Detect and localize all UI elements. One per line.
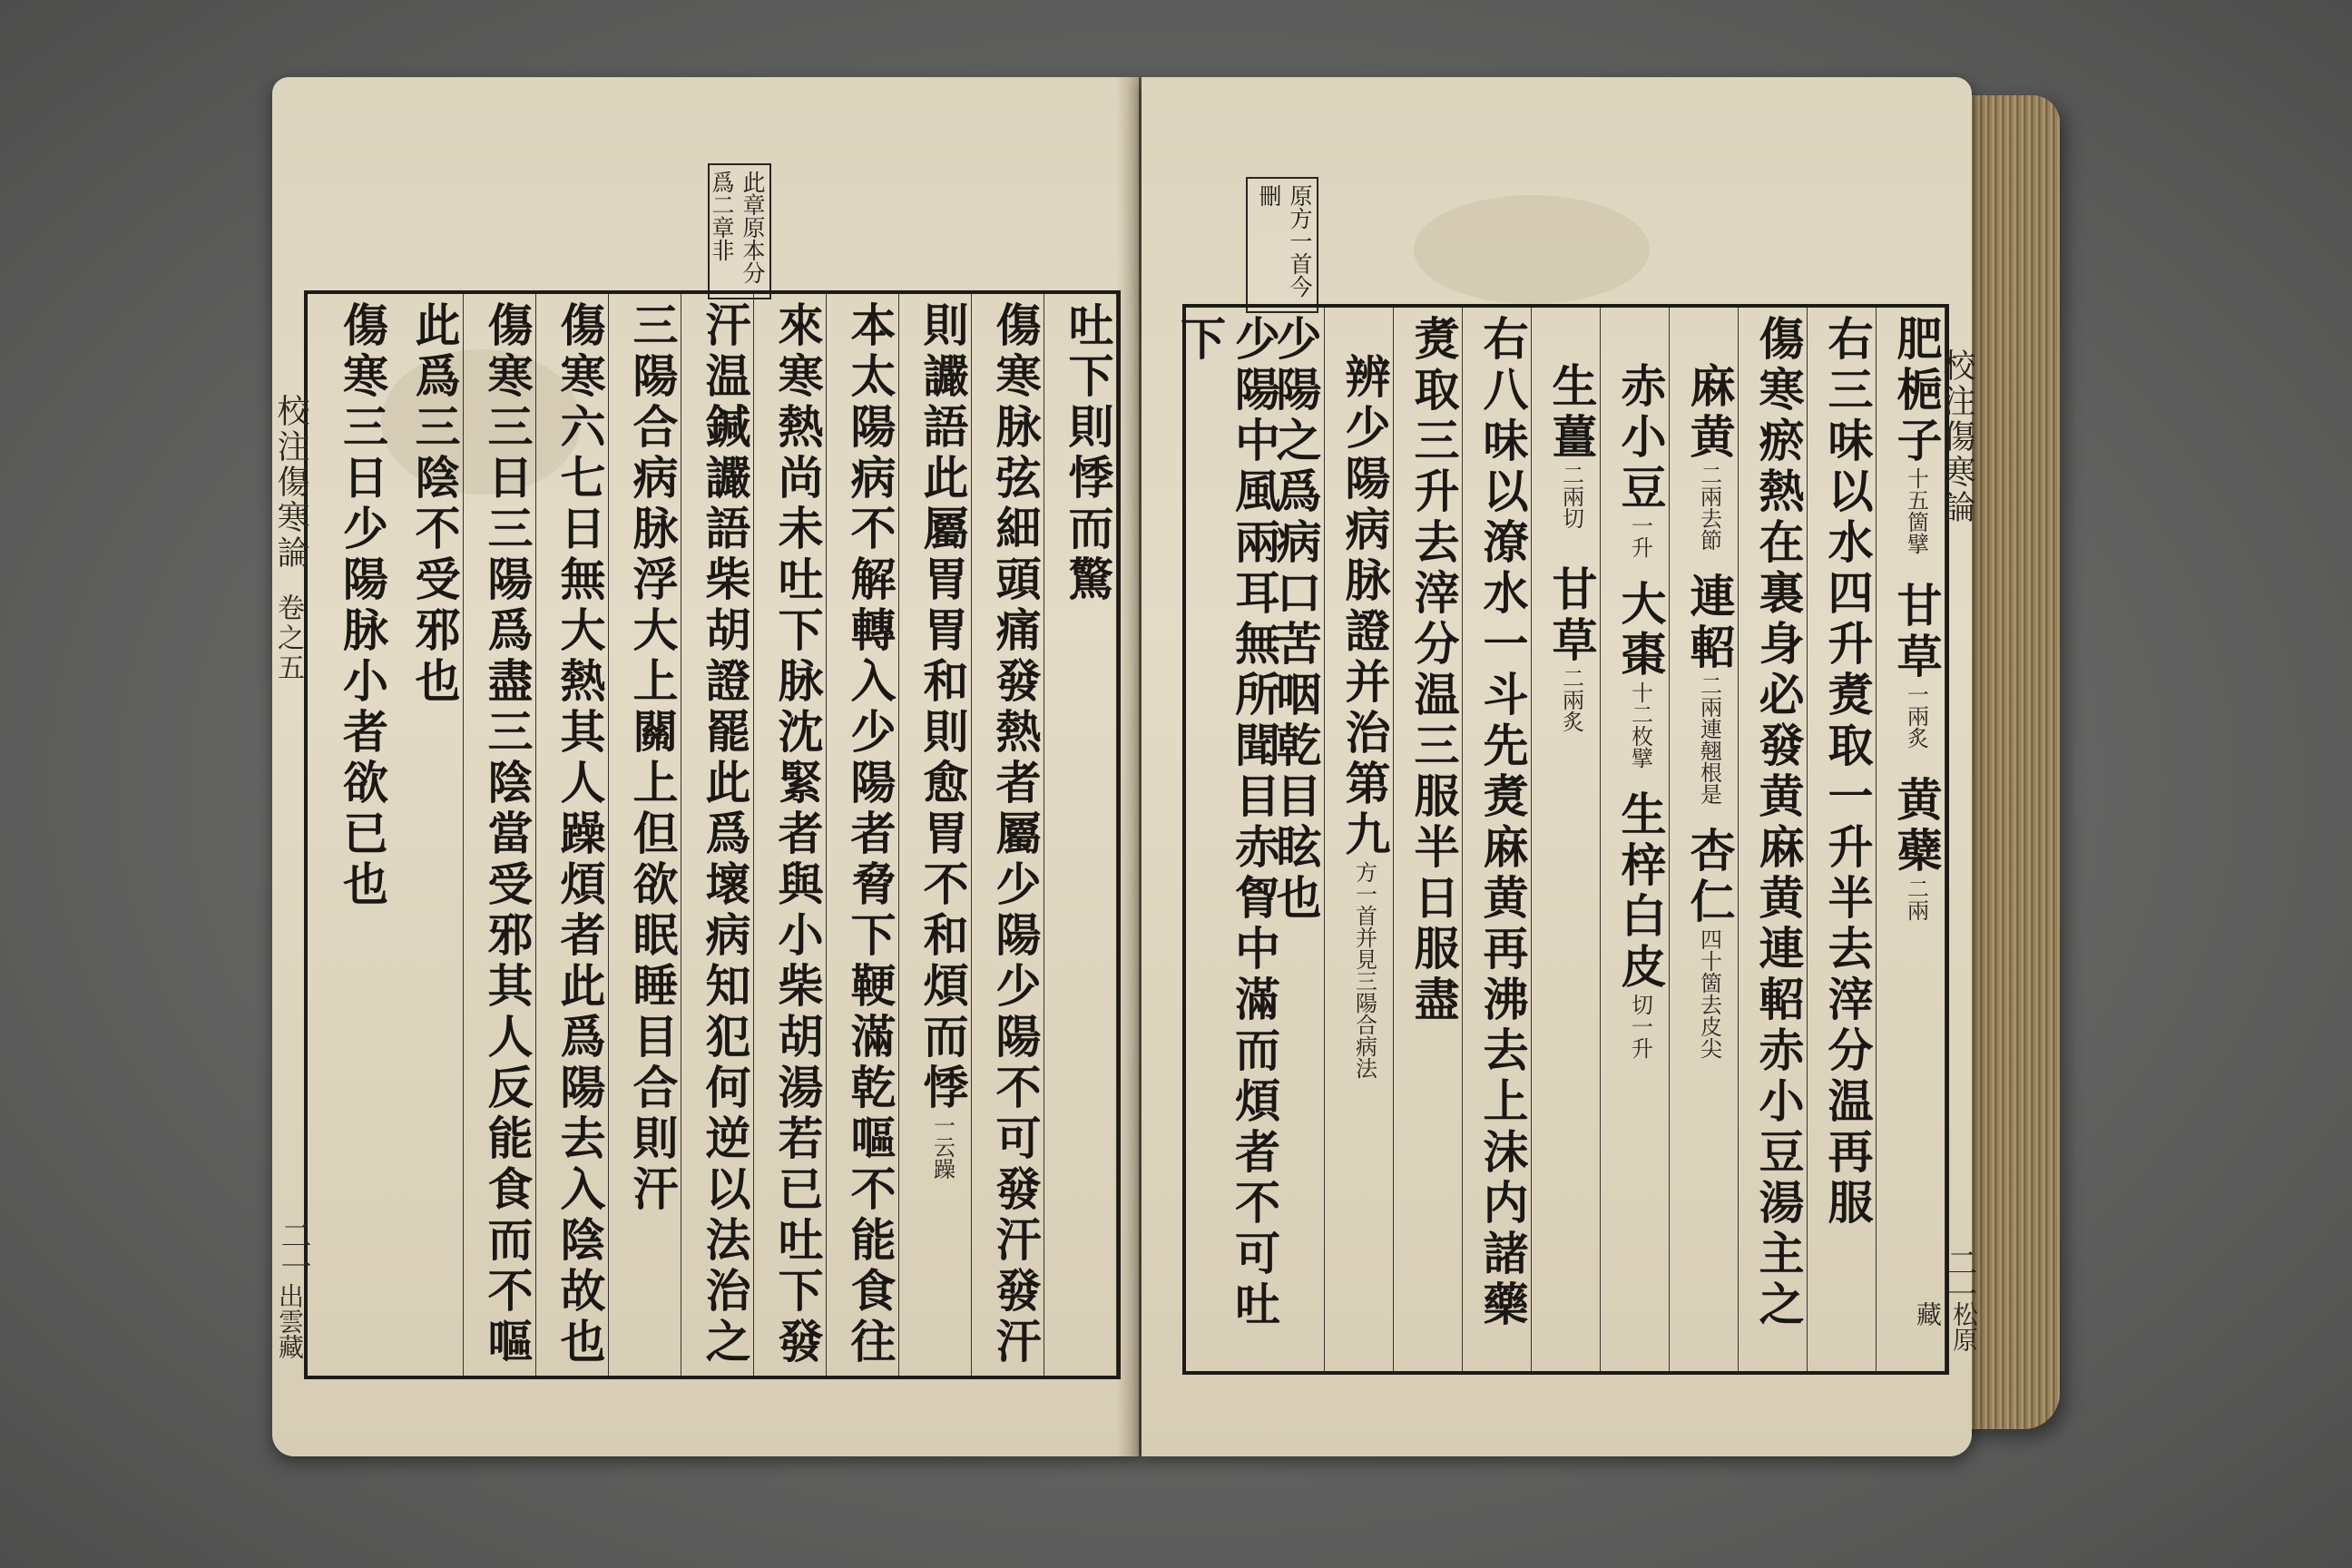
right-column-10-text: 少陽之爲病口苦咽乾目眩也 xyxy=(1269,315,1323,925)
right-margin-note xyxy=(1246,177,1318,313)
left-margin-note-line-2: 爲二章非 xyxy=(709,171,735,261)
right-column-9-note: 方一首并見三陽合病法 xyxy=(1351,861,1377,1079)
left-column-9-text: 傷寒三日三陽爲盡三陰當受邪其人反能食而不嘔 xyxy=(480,301,534,1368)
right-column-4-text-a: 麻黄 xyxy=(1682,362,1737,464)
left-column-8 xyxy=(551,294,609,1376)
right-column-3-text: 傷寒瘀熱在裏身必發黄麻黄連軺赤小豆湯主之 xyxy=(1751,315,1806,1331)
right-margin-note-line-1: 原方一首今 xyxy=(1287,184,1313,298)
right-column-1-note-c: 二兩 xyxy=(1903,877,1929,921)
left-column-4 xyxy=(841,294,899,1376)
right-column-11 xyxy=(1173,308,1281,1371)
paper-stain xyxy=(1414,195,1650,304)
right-column-1-text-c: 黄蘗 xyxy=(1889,776,1944,877)
right-column-4-note-b: 二兩連翹根是 xyxy=(1696,674,1722,805)
left-margin-note xyxy=(708,163,771,299)
right-column-6-text-a: 生薑 xyxy=(1544,362,1599,464)
left-column-11 xyxy=(333,294,391,1376)
right-side-title: 校注傷寒論 xyxy=(1938,348,1975,525)
left-column-5 xyxy=(769,294,827,1376)
left-column-10-text: 此爲三陰不受邪也 xyxy=(407,301,462,708)
right-column-8-text: 煑取三升去滓分温三服半日服盡 xyxy=(1406,315,1461,1026)
right-column-2 xyxy=(1818,308,1877,1371)
right-column-3 xyxy=(1749,308,1808,1371)
left-column-7-text: 三陽合病脉浮大上關上但欲眠睡目合則汗 xyxy=(625,301,680,1216)
right-column-7-text: 右八味以潦水一斗先煑麻黄再沸去上沫内諸藥 xyxy=(1475,315,1530,1331)
right-page xyxy=(1142,77,1979,1456)
left-column-11-text: 傷寒三日少陽脉小者欲已也 xyxy=(336,301,389,911)
right-column-9-text: 辨少陽病脉證并治第九 xyxy=(1338,353,1392,861)
left-column-2 xyxy=(986,294,1044,1376)
right-column-6-text-b: 甘草 xyxy=(1544,565,1599,667)
right-column-4-text-c: 杏仁 xyxy=(1682,827,1737,928)
right-column-5-text-c: 生梓白皮 xyxy=(1613,790,1668,994)
left-column-6-text: 汗温鍼讝語柴胡證罷此爲壞病知犯何逆以法治之 xyxy=(698,301,752,1368)
left-margin-note-line-1: 此章原本分 xyxy=(740,171,766,284)
left-column-4-text: 本太陽病不解轉入少陽者脅下鞕滿乾嘔不能食往 xyxy=(843,301,897,1368)
left-column-7 xyxy=(623,294,681,1376)
right-column-1-text-b: 甘草 xyxy=(1889,582,1944,683)
right-side-page-extra: 松原藏 xyxy=(1913,1301,1979,1352)
left-column-1 xyxy=(1059,294,1117,1376)
right-column-4-text-b: 連軺 xyxy=(1682,573,1737,674)
left-column-9 xyxy=(478,294,536,1376)
right-column-5-note-b: 十二枚擘 xyxy=(1627,681,1653,769)
right-column-5-note-a: 一升 xyxy=(1627,514,1653,558)
left-column-8-text: 傷寒六七日無大熱其人躁煩者此爲陽去入陰故也 xyxy=(553,301,607,1368)
right-column-11-text: 少陽中風兩耳無所聞目赤胷中滿而煩者不可吐下 xyxy=(1173,315,1281,1331)
right-column-6 xyxy=(1543,308,1601,1371)
right-margin-note-line-2: 刪 xyxy=(1256,184,1282,207)
right-column-2-text: 右三味以水四升煑取一升半去滓分温再服 xyxy=(1820,315,1875,1230)
right-column-4-note-c: 四十箇去皮尖 xyxy=(1696,928,1722,1059)
right-column-1-text-a: 肥梔子 xyxy=(1889,315,1944,467)
left-column-3-text: 則讝語此屬胃胃和則愈胃不和煩而悸 xyxy=(916,301,970,1114)
left-side-volume: 卷之五 xyxy=(272,593,304,683)
left-text-frame xyxy=(272,290,1121,1379)
right-column-4 xyxy=(1681,308,1739,1371)
left-side-title: 校注傷寒論 xyxy=(272,394,309,571)
right-column-9 xyxy=(1336,308,1394,1371)
right-column-4-note-a: 二兩去節 xyxy=(1696,464,1722,551)
right-column-8 xyxy=(1405,308,1463,1371)
left-column-10 xyxy=(406,294,464,1376)
right-column-5 xyxy=(1612,308,1670,1371)
right-column-6-note-a: 二兩切 xyxy=(1558,464,1584,529)
left-column-1-text: 吐下則悸而驚 xyxy=(1061,301,1115,606)
left-page xyxy=(272,77,1139,1456)
left-column-6 xyxy=(696,294,754,1376)
left-column-3-note: 一云躁 xyxy=(929,1114,956,1180)
right-column-1 xyxy=(1887,308,1945,1371)
right-column-5-text-b: 大棗 xyxy=(1613,580,1668,681)
right-column-1-note-b: 一兩炙 xyxy=(1903,683,1929,749)
right-column-6-note-b: 二兩炙 xyxy=(1558,667,1584,732)
right-column-7 xyxy=(1474,308,1532,1371)
right-side-page-number: 二一 xyxy=(1941,1247,1977,1308)
right-column-5-text-a: 赤小豆 xyxy=(1613,362,1668,514)
left-column-5-text: 來寒熱尚未吐下脉沈緊者與小柴胡湯若已吐下發 xyxy=(770,301,825,1368)
left-column-3 xyxy=(914,294,972,1376)
right-text-frame xyxy=(1173,304,1979,1375)
open-book xyxy=(272,77,2042,1479)
left-column-2-text: 傷寒脉弦細頭痛發熱者屬少陽少陽不可發汗發汗 xyxy=(988,301,1043,1368)
left-side-page-number: 二一 xyxy=(275,1220,311,1281)
right-column-1-note-a: 十五箇擘 xyxy=(1903,467,1929,554)
left-side-page-extra: 出雲藏 xyxy=(275,1283,305,1359)
right-column-5-note-c: 切一升 xyxy=(1627,994,1653,1059)
